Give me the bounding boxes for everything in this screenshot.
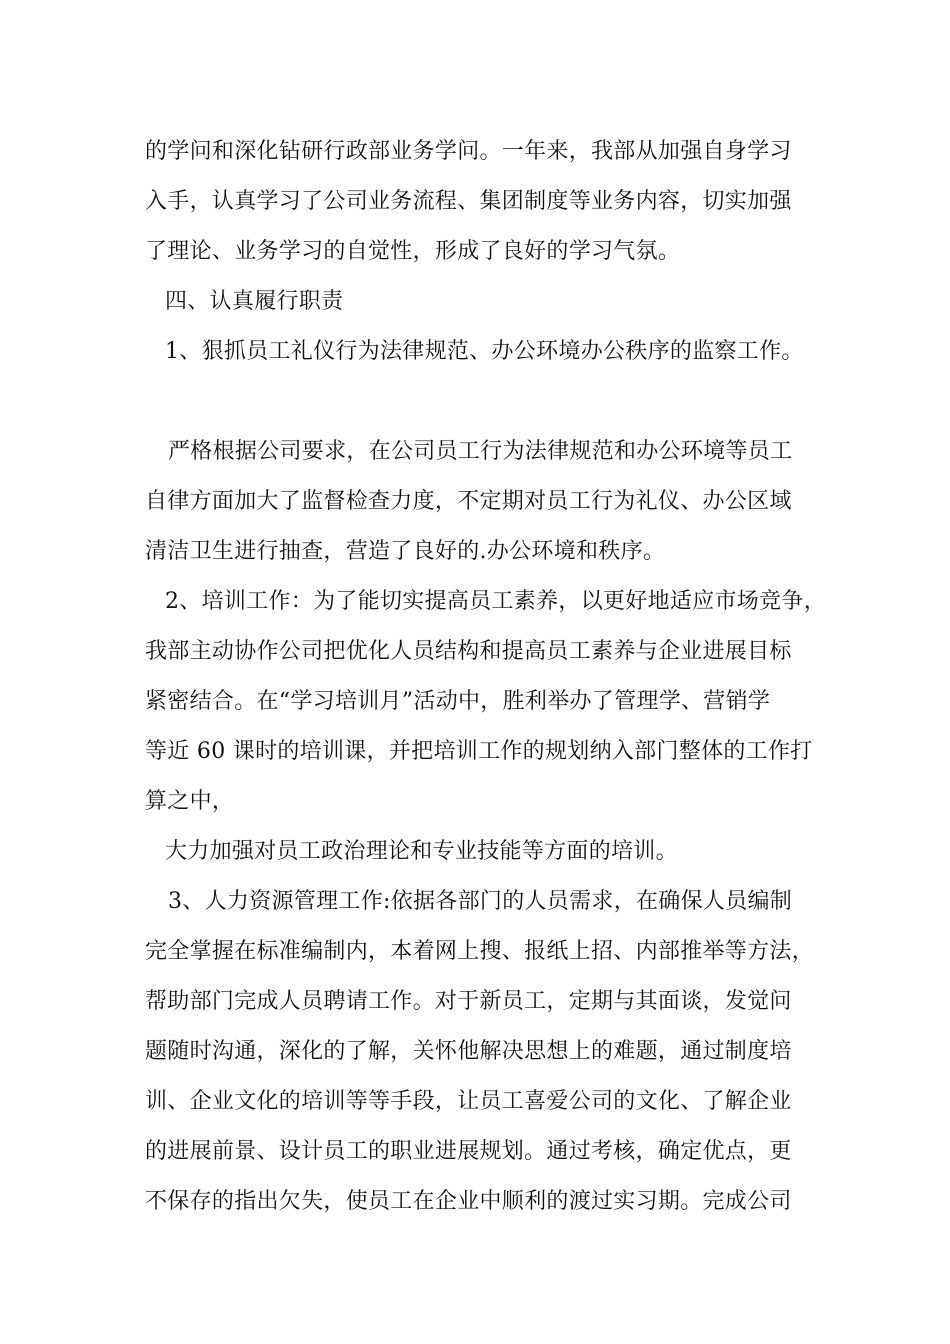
text-line-19: 训、企业文化的培训等等手段，让员工喜爱公司的文化、了解企业 — [145, 1089, 792, 1114]
text-line-13: 算之中， — [145, 789, 235, 814]
text-line-8: 清洁卫生进行抽查，营造了良好的.办公环境和秩序。 — [145, 539, 666, 564]
text-line-11: 紧密结合。在“学习培训月”活动中，胜利举办了管理学、营销学 — [145, 689, 771, 714]
text-line-10: 我部主动协作公司把优化人员结构和提高员工素养与企业进展目标 — [145, 639, 792, 664]
text-line-2: 入手，认真学习了公司业务流程、集团制度等业务内容，切实加强 — [145, 189, 792, 214]
text-line-16: 完全掌握在标准编制内，本着网上搜、报纸上招、内部推举等方法， — [145, 939, 815, 964]
text-line-15: 3、人力资源管理工作:依据各部门的人员需求，在确保人员编制 — [168, 889, 793, 914]
text-line-1: 的学问和深化钻研行政部业务学问。一年来，我部从加强自身学习 — [145, 139, 792, 164]
text-line-6: 严格根据公司要求，在公司员工行为法律规范和办公环境等员工 — [168, 439, 793, 464]
text-line-12: 等近 60 课时的培训课，并把培训工作的规划纳入部门整体的工作打 — [145, 739, 813, 764]
text-line-20: 的进展前景、设计员工的职业进展规划。通过考核，确定优点，更 — [145, 1139, 792, 1164]
text-line-5: 1、狠抓员工礼仪行为法律规范、办公环境办公秩序的监察工作。 — [165, 339, 804, 364]
text-line-17: 帮助部门完成人员聘请工作。对于新员工，定期与其面谈，发觉问 — [145, 989, 792, 1014]
text-line-7: 自律方面加大了监督检查力度，不定期对员工行为礼仪、办公区域 — [145, 489, 792, 514]
text-line-14: 大力加强对员工政治理论和专业技能等方面的培训。 — [165, 839, 678, 864]
text-line-21: 不保存的指出欠失，使员工在企业中顺利的渡过实习期。完成公司 — [145, 1189, 792, 1214]
text-line-3: 了理论、业务学习的自觉性，形成了良好的学习气氛。 — [145, 239, 681, 264]
text-line-18: 题随时沟通，深化的了解，关怀他解决思想上的难题，通过制度培 — [145, 1039, 792, 1064]
text-line-9: 2、培训工作：为了能切实提高员工素养，以更好地适应市场竞争， — [165, 589, 826, 614]
section-heading: 四、认真履行职责 — [165, 289, 344, 314]
